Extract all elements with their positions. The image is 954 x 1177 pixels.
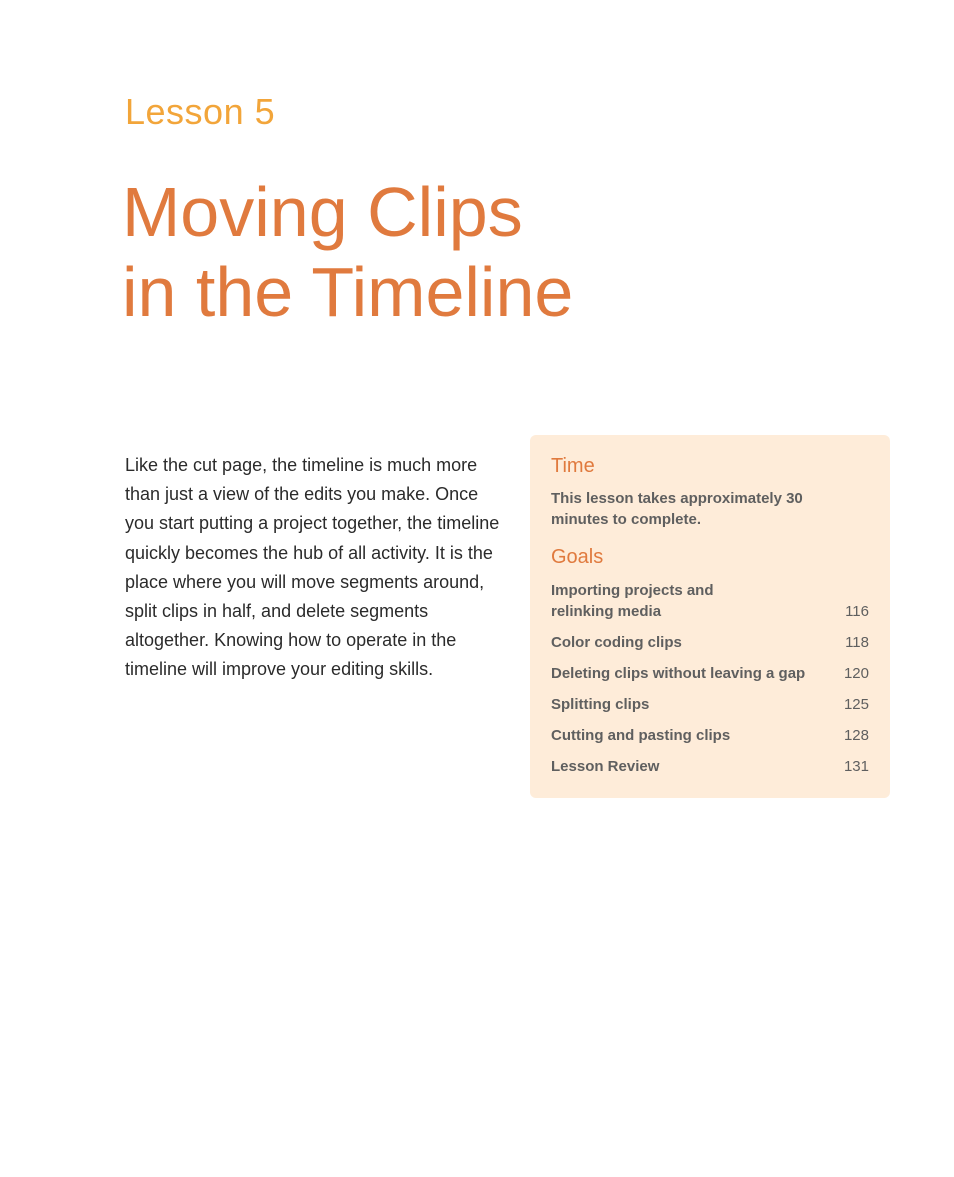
goal-label: Lesson Review xyxy=(551,758,660,775)
goal-label: Cutting and pasting clips xyxy=(551,727,731,744)
lesson-number: Lesson 5 xyxy=(125,91,276,132)
chapter-title-line-1: Moving Clips xyxy=(122,173,523,251)
goal-page-number: 118 xyxy=(845,634,869,651)
goal-page-number: 116 xyxy=(845,603,869,620)
goals-heading: Goals xyxy=(551,546,604,568)
goal-label: Splitting clips xyxy=(551,696,650,713)
goal-label: Color coding clips xyxy=(551,634,682,651)
intro-paragraph: Like the cut page, the timeline is much more than just a view of the edits you make. Once you start putting a project together, the timeline quickly becomes the hub of all activity. It is the place where you will move segments around, split clips in half, and delete segments altogether. Knowing how to operate in the timeline will improve your editing skills. xyxy=(125,455,500,680)
goals-list xyxy=(551,580,869,777)
goal-page-number: 125 xyxy=(843,696,869,713)
time-heading: Time xyxy=(551,455,595,477)
goal-page-number: 131 xyxy=(843,758,869,775)
time-description: This lesson takes approximately 30 minutes to complete. xyxy=(551,490,803,528)
goal-item xyxy=(551,694,869,715)
goal-item xyxy=(551,756,869,777)
goal-label: Importing projects and relinking media xyxy=(551,582,714,620)
chapter-title-line-2: in the Timeline xyxy=(122,253,574,331)
goal-page-number: 128 xyxy=(843,727,869,744)
goal-label: Deleting clips without leaving a gap xyxy=(551,665,806,682)
goal-page-number: 120 xyxy=(843,665,869,682)
chapter-title xyxy=(122,172,573,332)
goal-item xyxy=(551,663,869,684)
lesson-sidebar xyxy=(530,435,890,798)
goal-item xyxy=(551,725,869,746)
goal-item xyxy=(551,632,869,653)
goal-item xyxy=(551,580,869,622)
